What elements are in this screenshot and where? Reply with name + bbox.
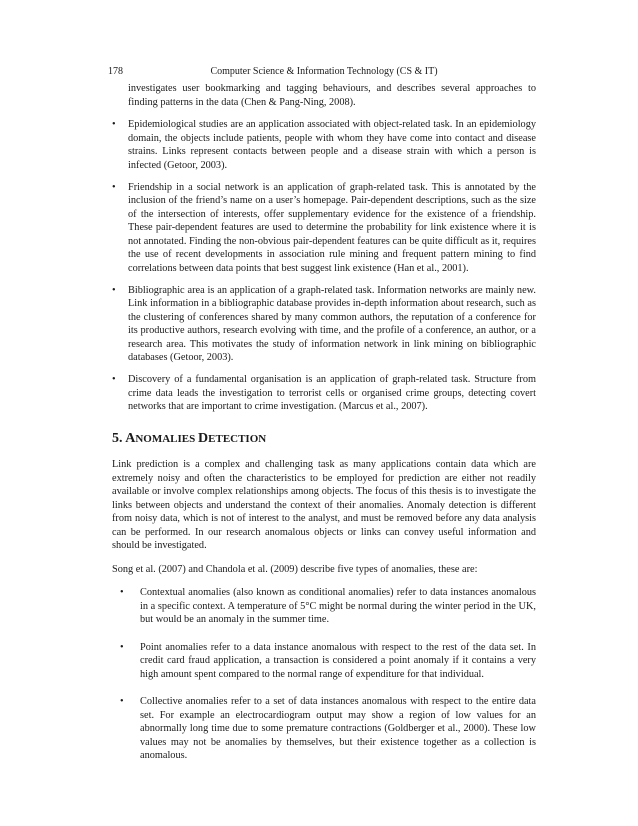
paragraph: Link prediction is a complex and challenging task as many applications contain data which are extremely noisy and often the characteristics to be employed for prediction are either not readily available or involve complex relationships among objects. The focus of this thesis is to investigate the links between objects and understand the context of their anomalies. Anomaly detection is different from noisy data, which is not of interest to the analyst, and must be removed before any data analysis can be performed. In our research anomalous objects or links can convey useful information and should be investigated.	[112, 459, 536, 551]
section-title-d-rest: ETECTION	[208, 432, 267, 445]
list-item	[120, 695, 536, 763]
bullet-text: Friendship in a social network is an application of graph-related task. This is annotated by the inclusion of the friend’s name on a user’s homepage. Pair-dependent descriptions, such as the size of the intersection of interests, offer supplementary evidence for the existence of a friendship. These pair-dependent features are used to determine the probability for link existence where it is not annotated. Finding the non-obvious pair-dependent features can be quite difficult as it, requires the use of recent developments in association rule mining and frequent pattern mining to find correlations between data points that best suggest link existence (Han et al., 2001).	[128, 181, 536, 274]
section-title-a: A	[125, 430, 136, 446]
section-title-d: D	[198, 430, 209, 446]
list-item	[112, 181, 536, 276]
anomaly-list	[120, 586, 536, 763]
paragraph: Song et al. (2007) and Chandola et al. (2009) describe five types of anomalies, these are:	[112, 563, 478, 575]
list-item	[112, 284, 536, 365]
bullet-text: Epidemiological studies are an application associated with object-related task. In an epidemiology domain, the objects include patients, people with whom they have come into contact and disease strains. Links represent contacts between people and a disease strain with which a person is infected (Getoor, 2003).	[128, 119, 536, 171]
bullet-icon: •	[112, 119, 116, 130]
list-item	[120, 641, 536, 682]
bullet-text: Discovery of a fundamental organisation is an application of graph-related task. Structure from crime data leads the investigation to terrorist cells or organised crime groups, detecting covert networks that are important to crime investigation. (Marcus et al., 2007).	[128, 374, 536, 412]
list-item	[112, 118, 536, 172]
page-number: 178	[108, 66, 123, 77]
list-item	[120, 586, 536, 627]
section-title-a-rest: NOMALIES	[135, 432, 199, 445]
journal-title: Computer Science & Information Technology (CS & IT)	[210, 66, 438, 77]
bullet-icon: •	[112, 284, 116, 296]
bullet-icon: •	[120, 696, 124, 707]
bullet-icon: •	[112, 374, 116, 385]
section-number: 5.	[112, 430, 123, 446]
continued-text: investigates user bookmarking and tagging behaviours, and describes several approaches to finding patterns in the data (Chen & Pang-Ning, 2008).	[128, 83, 536, 108]
bullet-text: Contextual anomalies (also known as conditional anomalies) refer to data instances anomalous in a specific context. A temperature of 5°C might be normal during the winter period in the UK, but would be an anomaly in the summer time.	[140, 587, 536, 625]
bullet-text: Point anomalies refer to a data instance anomalous with respect to the rest of the data set. In credit card fraud application, a transaction is considered a point anomaly if it contains a very high amount spent compared to the normal range of expenditure for that individual.	[140, 641, 536, 680]
section-heading	[112, 432, 536, 447]
bullet-icon: •	[120, 587, 124, 598]
bullet-icon: •	[120, 641, 124, 653]
bullet-text: Collective anomalies refer to a set of data instances anomalous with respect to the entire data set. For example an electrocardiogram output may show a region of low values for an abnormally long time due to some premature contractions (Goldberger et al., 2000). These low values may not be anomalies by themselves, but their existence together as a collection is anomalous.	[140, 696, 536, 761]
bullet-text: Bibliographic area is an application of a graph-related task. Information networks are mainly new. Link information in a bibliographic database provides in-depth information about research, such as the clustering of conferences shared by many common authors, the reputation of a conference for its productive authors, research evolving with time, and the profile of a conference, an author, or a research area. This motivates the study of information network in link mining on bibliographic databases (Getoor, 2003).	[128, 284, 536, 363]
list-item	[112, 373, 536, 414]
page-body	[112, 82, 536, 777]
bullet-icon: •	[112, 181, 116, 193]
continued-bullet-text	[112, 82, 536, 109]
